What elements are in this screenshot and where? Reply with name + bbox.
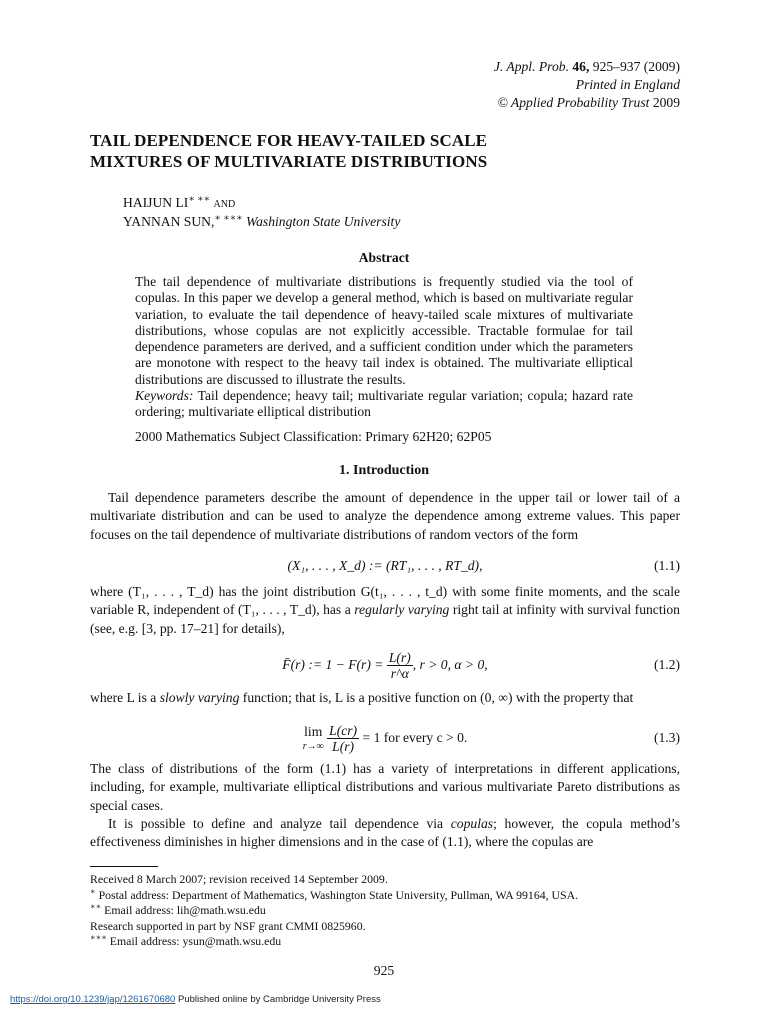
journal-reference	[494, 58, 680, 112]
received-dates: Received 8 March 2007; revision received 14 September 2009.	[90, 872, 388, 886]
published-online-note: Published online by Cambridge University Press	[177, 994, 381, 1005]
equation-1-2: F̄(r) := 1 − F(r) = $\frac{L(r)}{r\^{}\alpha}$ , r > 0, α > 0, (1.2)	[90, 648, 680, 682]
copyright-line: © Applied Probability Trust 2009	[497, 95, 680, 110]
equation-1-3: lim r→∞ $\frac{L(cr)}{L(r)}$ = 1 for every c > 0. (1.3)	[90, 720, 680, 756]
equation-number: (1.2)	[653, 657, 680, 672]
msc-classification: 2000 Mathematics Subject Classification: Primary 62H20; 62P05	[135, 428, 492, 444]
paragraph-5: It is possible to define and analyze tail dependence via copulas; however, the copula method’s effectiveness diminishes in higher dimensions and in the case of (1.1), where the copulas are	[90, 815, 680, 850]
paragraph-3: where L is a slowly varying function; that is, L is a positive function on (0, ∞) with the property that	[90, 690, 634, 705]
footnotes	[90, 872, 680, 950]
title-line-2: MIXTURES OF MULTIVARIATE DISTRIBUTIONS	[90, 152, 488, 171]
abstract-text: The tail dependence of multivariate distributions is frequently studied via the tool of copulas. In this paper we develop a general method, which is based on multivariate regular variation, to evaluate the tail dependence of heavy-tailed scale mixtures of multivariate distributions, whose copulas are not explicitly accessible. Tractable formulae for tail dependence parameters are derived, and a sufficient condition under which the parameters are monotone with respect to the heavy tail index is obtained. The multivariate elliptical distributions are discussed to illustrate the results.	[135, 274, 633, 387]
paragraph-2: where (T₁, . . . , T_d) has the joint distribution G(t₁, . . . , t_d) with some finite moments, and the scale variable R, independent of (T₁, . . . , T_d), has a regularly varying right tail at infinity with survival function (see, e.g. [3, pp. 17–21] for details),	[90, 584, 680, 636]
keywords: Keywords: Tail dependence; heavy tail; multivariate regular variation; copula; hazard rate ordering; multivariate elliptical distribution	[135, 388, 634, 420]
author-2: YANNAN SUN,∗ ∗∗∗ Washington State University	[123, 213, 401, 229]
paragraph-1: Tail dependence parameters describe the amount of dependence in the upper tail or lower tail of a multivariate distribution and can be used to analyze the dependence among extreme values. This paper focuses on the tail dependence of multivariate distributions of random vectors of the form	[90, 490, 680, 542]
fraction: $\frac{L(cr)}{L(r)}$	[329, 723, 358, 755]
funding-note: Research supported in part by NSF grant CMMI 0825960.	[90, 918, 366, 933]
author-block	[123, 193, 400, 231]
abstract-body	[135, 274, 633, 445]
paragraph-4: The class of distributions of the form (1.1) has a variety of interpretations in different applications, including, for example, multivariate elliptical distributions and various multivariate Pareto distributions as special cases. It is possible to define and analyze tail dependence via copulas; however, the copula method’s effectiveness diminishes in higher dimensions and in the case of (1.1), where the copulas are	[90, 760, 680, 851]
limit-operator: lim r→∞	[302, 723, 324, 752]
section-heading: 1. Introduction	[339, 463, 429, 478]
fraction: $\frac{L(r)}{r\^{}\alpha}$	[388, 650, 411, 682]
footnote-email-2: ∗∗∗ Email address: ysun@math.wsu.edu	[90, 933, 282, 949]
journal-citation: J. Appl. Prob. 46, 925–937 (2009)	[493, 59, 680, 74]
equation-1-1: (X₁, . . . , X_d) := (RT₁, . . . , RT_d), (1.1)	[287, 558, 680, 573]
footnote-rule	[90, 866, 158, 867]
abstract-heading: Abstract	[358, 250, 410, 265]
footnote-email-1: ∗∗ Email address: lih@math.wsu.edu	[90, 902, 266, 918]
author-1: HAIJUN LI∗ ∗∗ and	[123, 194, 236, 210]
footnote-postal: ∗ Postal address: Department of Mathematics, Washington State University, Pullman, WA 99164, USA.	[90, 886, 579, 902]
equation-number: (1.3)	[653, 730, 680, 745]
page-number: 925	[373, 963, 395, 978]
equation-number: (1.1)	[653, 558, 680, 573]
paper-title	[90, 130, 487, 172]
doi-link[interactable]: https://doi.org/10.1239/jap/1261670680	[10, 994, 176, 1005]
affiliation: Washington State University	[246, 214, 401, 229]
title-line-1: TAIL DEPENDENCE FOR HEAVY-TAILED SCALE	[90, 131, 488, 150]
doi-footer	[10, 994, 381, 1006]
printed-in: Printed in England	[575, 77, 680, 92]
